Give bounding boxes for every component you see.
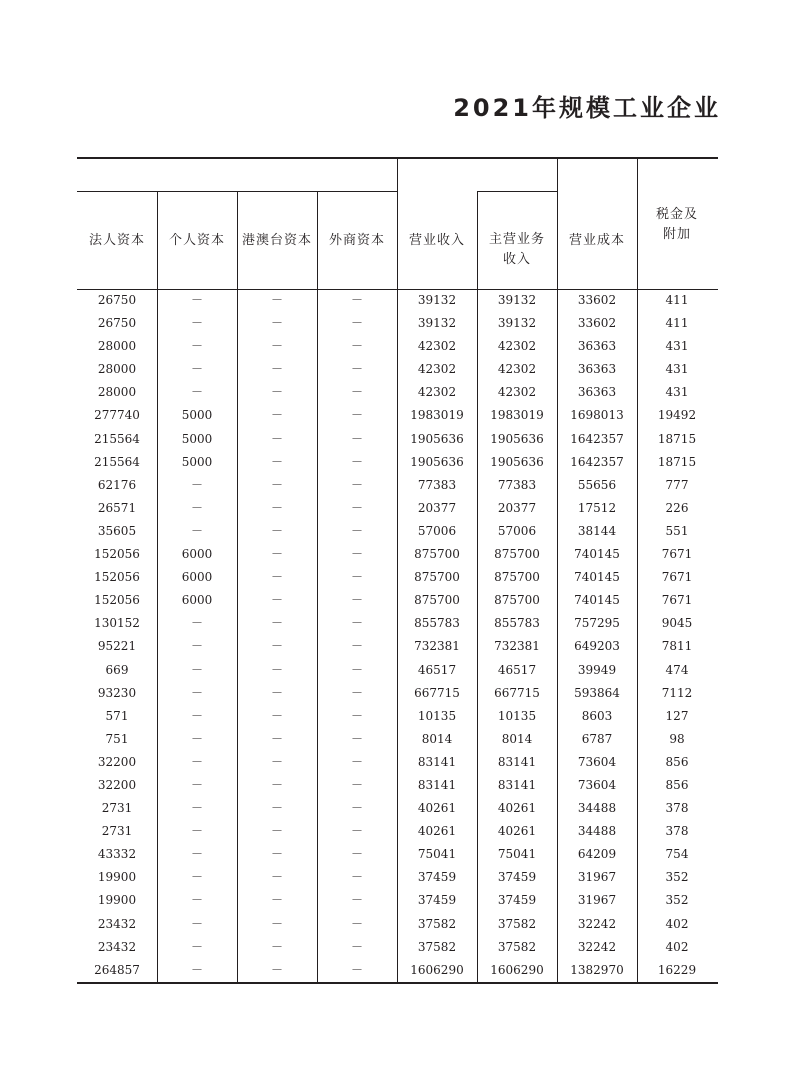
cell-foreign-capital: － [350,708,363,723]
table-row [77,913,718,936]
cell-main-business-revenue: 875700 [494,570,540,585]
cell-main-business-revenue: 667715 [494,685,540,700]
cell-legal-capital: 28000 [97,339,137,354]
cell-operating-cost: 649203 [574,639,620,654]
cell-individual-capital: － [190,754,203,769]
cell-individual-capital: 6000 [181,570,213,585]
cell-legal-capital: 19900 [97,870,137,885]
cell-individual-capital: 5000 [181,454,213,469]
cell-main-business-revenue: 1905636 [490,431,544,446]
table-bottom-rule [77,982,718,984]
cell-individual-capital: － [190,477,203,492]
cell-operating-cost: 73604 [577,754,617,769]
cell-main-business-revenue: 40261 [497,801,537,816]
cell-foreign-capital: － [350,431,363,446]
cell-hk-macao-taiwan-capital: － [270,339,283,354]
cell-main-business-revenue: 57006 [497,523,537,538]
cell-operating-revenue: 83141 [417,777,457,792]
cell-taxes-and-surcharges: 431 [665,362,689,377]
cell-taxes-and-surcharges: 352 [665,870,689,885]
cell-legal-capital: 28000 [97,362,137,377]
cell-operating-cost: 6787 [581,731,613,746]
cell-operating-revenue: 37459 [417,870,457,885]
cell-foreign-capital: － [350,801,363,816]
header-subgroup-divider [477,191,557,192]
cell-hk-macao-taiwan-capital: － [270,685,283,700]
cell-legal-capital: 26750 [97,316,137,331]
cell-taxes-and-surcharges: 7112 [661,685,693,700]
cell-operating-revenue: 1606290 [410,962,464,977]
cell-operating-revenue: 667715 [414,685,460,700]
cell-main-business-revenue: 875700 [494,547,540,562]
cell-hk-macao-taiwan-capital: － [270,708,283,723]
table-row [77,543,718,566]
cell-legal-capital: 751 [105,731,129,746]
cell-operating-cost: 17512 [577,500,617,515]
cell-foreign-capital: － [350,916,363,931]
cell-main-business-revenue: 855783 [494,616,540,631]
cell-operating-cost: 36363 [577,385,617,400]
cell-taxes-and-surcharges: 856 [665,754,689,769]
cell-taxes-and-surcharges: 402 [665,939,689,954]
cell-hk-macao-taiwan-capital: － [270,316,283,331]
cell-foreign-capital: － [350,547,363,562]
cell-main-business-revenue: 40261 [497,824,537,839]
cell-hk-macao-taiwan-capital: － [270,893,283,908]
cell-main-business-revenue: 732381 [494,639,540,654]
cell-main-business-revenue: 42302 [497,362,537,377]
cell-operating-cost: 34488 [577,801,617,816]
cell-operating-revenue: 40261 [417,824,457,839]
cell-individual-capital: － [190,893,203,908]
cell-main-business-revenue: 20377 [497,500,537,515]
cell-taxes-and-surcharges: 98 [669,731,685,746]
cell-individual-capital: － [190,385,203,400]
cell-hk-macao-taiwan-capital: － [270,547,283,562]
table-row [77,404,718,427]
cell-operating-revenue: 20377 [417,500,457,515]
cell-taxes-and-surcharges: 16229 [657,962,697,977]
cell-legal-capital: 130152 [94,616,140,631]
cell-individual-capital: － [190,801,203,816]
cell-operating-revenue: 10135 [417,708,457,723]
cell-operating-cost: 1382970 [570,962,624,977]
cell-foreign-capital: － [350,408,363,423]
cell-operating-cost: 740145 [574,593,620,608]
cell-operating-cost: 55656 [577,477,617,492]
cell-foreign-capital: － [350,731,363,746]
cell-legal-capital: 264857 [94,962,140,977]
cell-operating-revenue: 75041 [417,847,457,862]
cell-individual-capital: 5000 [181,408,213,423]
cell-operating-revenue: 875700 [414,593,460,608]
cell-operating-revenue: 57006 [417,523,457,538]
cell-individual-capital: － [190,293,203,307]
cell-main-business-revenue: 77383 [497,477,537,492]
table-row [77,751,718,774]
cell-hk-macao-taiwan-capital: － [270,593,283,608]
cell-operating-revenue: 8014 [421,731,453,746]
cell-foreign-capital: － [350,939,363,954]
cell-operating-cost: 740145 [574,547,620,562]
cell-hk-macao-taiwan-capital: － [270,731,283,746]
header-operating-cost: 营业成本 [568,233,625,248]
cell-legal-capital: 32200 [97,754,137,769]
cell-operating-cost: 36363 [577,339,617,354]
cell-individual-capital: － [190,639,203,654]
cell-taxes-and-surcharges: 402 [665,916,689,931]
table-row [77,659,718,682]
cell-operating-cost: 32242 [577,916,617,931]
cell-main-business-revenue: 1606290 [490,962,544,977]
header-main-business-revenue-line1: 主营业务 [488,232,545,247]
cell-legal-capital: 571 [105,708,129,723]
header-legal-capital: 法人资本 [88,233,145,248]
table-row [77,520,718,543]
cell-foreign-capital: － [350,893,363,908]
cell-main-business-revenue: 8014 [501,731,533,746]
table-row [77,566,718,589]
header-taxes-line2: 附加 [662,227,691,242]
cell-operating-revenue: 1983019 [410,408,464,423]
cell-main-business-revenue: 75041 [497,847,537,862]
cell-operating-cost: 34488 [577,824,617,839]
cell-individual-capital: － [190,339,203,354]
cell-taxes-and-surcharges: 431 [665,339,689,354]
cell-individual-capital: － [190,824,203,839]
cell-legal-capital: 32200 [97,777,137,792]
cell-operating-cost: 740145 [574,570,620,585]
table-row [77,428,718,451]
cell-operating-revenue: 39132 [417,316,457,331]
table-row [77,451,718,474]
cell-operating-revenue: 42302 [417,385,457,400]
cell-main-business-revenue: 875700 [494,593,540,608]
cell-individual-capital: － [190,939,203,954]
cell-hk-macao-taiwan-capital: － [270,916,283,931]
cell-main-business-revenue: 1983019 [490,408,544,423]
cell-legal-capital: 26750 [97,293,137,307]
cell-foreign-capital: － [350,639,363,654]
cell-main-business-revenue: 37459 [497,870,537,885]
cell-operating-revenue: 46517 [417,662,457,677]
cell-individual-capital: － [190,916,203,931]
cell-legal-capital: 95221 [97,639,137,654]
table-row [77,381,718,404]
cell-main-business-revenue: 10135 [497,708,537,723]
cell-operating-revenue: 40261 [417,801,457,816]
cell-individual-capital: － [190,685,203,700]
cell-foreign-capital: － [350,777,363,792]
cell-operating-revenue: 1905636 [410,454,464,469]
table-row [77,474,718,497]
header-operating-revenue: 营业收入 [408,233,465,248]
table-row [77,635,718,658]
cell-legal-capital: 93230 [97,685,137,700]
cell-foreign-capital: － [350,316,363,331]
cell-taxes-and-surcharges: 856 [665,777,689,792]
cell-hk-macao-taiwan-capital: － [270,477,283,492]
cell-foreign-capital: － [350,362,363,377]
cell-foreign-capital: － [350,754,363,769]
cell-main-business-revenue: 37582 [497,916,537,931]
cell-legal-capital: 23432 [97,916,137,931]
cell-foreign-capital: － [350,616,363,631]
header-individual-capital: 个人资本 [168,233,225,248]
cell-foreign-capital: － [350,870,363,885]
cell-operating-revenue: 37582 [417,916,457,931]
cell-main-business-revenue: 39132 [497,293,537,307]
cell-operating-cost: 36363 [577,362,617,377]
cell-legal-capital: 152056 [94,593,140,608]
cell-operating-cost: 8603 [581,708,613,723]
cell-hk-macao-taiwan-capital: － [270,454,283,469]
header-main-business-revenue [477,230,557,270]
cell-operating-revenue: 37582 [417,939,457,954]
cell-individual-capital: 5000 [181,431,213,446]
cell-taxes-and-surcharges: 431 [665,385,689,400]
cell-hk-macao-taiwan-capital: － [270,293,283,307]
cell-taxes-and-surcharges: 9045 [661,616,693,631]
cell-operating-revenue: 732381 [414,639,460,654]
cell-individual-capital: － [190,616,203,631]
column-divider [557,159,558,289]
cell-taxes-and-surcharges: 352 [665,893,689,908]
table-row [77,936,718,959]
cell-taxes-and-surcharges: 226 [665,500,689,515]
table-row [77,358,718,381]
cell-legal-capital: 62176 [97,477,137,492]
cell-operating-cost: 757295 [574,616,620,631]
table-row [77,682,718,705]
cell-taxes-and-surcharges: 551 [665,523,689,538]
cell-individual-capital: － [190,708,203,723]
cell-foreign-capital: － [350,339,363,354]
cell-operating-cost: 32242 [577,939,617,954]
cell-main-business-revenue: 46517 [497,662,537,677]
cell-legal-capital: 152056 [94,570,140,585]
table-row [77,612,718,635]
cell-individual-capital: － [190,500,203,515]
cell-operating-cost: 38144 [577,523,617,538]
cell-operating-revenue: 875700 [414,547,460,562]
cell-operating-cost: 593864 [574,685,620,700]
cell-hk-macao-taiwan-capital: － [270,777,283,792]
cell-individual-capital: － [190,962,203,977]
cell-taxes-and-surcharges: 18715 [657,431,697,446]
cell-legal-capital: 2731 [101,824,133,839]
cell-foreign-capital: － [350,847,363,862]
table-row [77,889,718,912]
cell-taxes-and-surcharges: 411 [665,316,689,331]
cell-taxes-and-surcharges: 7671 [661,570,693,585]
cell-taxes-and-surcharges: 7811 [661,639,693,654]
cell-legal-capital: 277740 [94,408,140,423]
cell-foreign-capital: － [350,523,363,538]
cell-hk-macao-taiwan-capital: － [270,408,283,423]
cell-operating-cost: 1642357 [570,454,624,469]
cell-foreign-capital: － [350,570,363,585]
table-row [77,797,718,820]
cell-foreign-capital: － [350,477,363,492]
cell-foreign-capital: － [350,824,363,839]
table-row [77,289,718,312]
cell-taxes-and-surcharges: 754 [665,847,689,862]
cell-hk-macao-taiwan-capital: － [270,939,283,954]
cell-operating-revenue: 37459 [417,893,457,908]
table-body [77,289,718,982]
cell-operating-cost: 39949 [577,662,617,677]
table-row [77,774,718,797]
cell-individual-capital: － [190,870,203,885]
cell-individual-capital: 6000 [181,593,213,608]
cell-individual-capital: － [190,847,203,862]
cell-hk-macao-taiwan-capital: － [270,570,283,585]
cell-hk-macao-taiwan-capital: － [270,662,283,677]
cell-individual-capital: － [190,777,203,792]
cell-operating-revenue: 42302 [417,362,457,377]
cell-legal-capital: 28000 [97,385,137,400]
cell-taxes-and-surcharges: 777 [665,477,689,492]
cell-hk-macao-taiwan-capital: － [270,847,283,862]
cell-hk-macao-taiwan-capital: － [270,500,283,515]
table-row [77,866,718,889]
cell-taxes-and-surcharges: 127 [665,708,689,723]
cell-hk-macao-taiwan-capital: － [270,385,283,400]
cell-legal-capital: 35605 [97,523,137,538]
header-taxes-line1: 税金及 [655,207,698,222]
cell-taxes-and-surcharges: 19492 [657,408,697,423]
table-row [77,335,718,358]
cell-operating-revenue: 77383 [417,477,457,492]
table-row [77,820,718,843]
cell-main-business-revenue: 42302 [497,385,537,400]
cell-operating-cost: 33602 [577,316,617,331]
cell-hk-macao-taiwan-capital: － [270,431,283,446]
cell-taxes-and-surcharges: 18715 [657,454,697,469]
cell-foreign-capital: － [350,662,363,677]
table-row [77,589,718,612]
cell-hk-macao-taiwan-capital: － [270,824,283,839]
cell-hk-macao-taiwan-capital: － [270,754,283,769]
page-title: 2021年规模工业企业 [453,94,721,122]
cell-legal-capital: 26571 [97,500,137,515]
cell-legal-capital: 152056 [94,547,140,562]
cell-taxes-and-surcharges: 474 [665,662,689,677]
cell-operating-revenue: 39132 [417,293,457,307]
cell-main-business-revenue: 83141 [497,754,537,769]
cell-foreign-capital: － [350,500,363,515]
cell-hk-macao-taiwan-capital: － [270,870,283,885]
cell-taxes-and-surcharges: 411 [665,293,689,307]
cell-main-business-revenue: 37459 [497,893,537,908]
cell-taxes-and-surcharges: 7671 [661,593,693,608]
cell-taxes-and-surcharges: 378 [665,801,689,816]
cell-foreign-capital: － [350,385,363,400]
cell-taxes-and-surcharges: 378 [665,824,689,839]
cell-foreign-capital: － [350,293,363,307]
header-foreign-capital: 外商资本 [328,233,385,248]
table-row [77,843,718,866]
cell-operating-cost: 64209 [577,847,617,862]
cell-main-business-revenue: 37582 [497,939,537,954]
cell-individual-capital: 6000 [181,547,213,562]
cell-main-business-revenue: 39132 [497,316,537,331]
cell-foreign-capital: － [350,962,363,977]
cell-operating-cost: 1642357 [570,431,624,446]
header-hk-macao-taiwan-capital: 港澳台资本 [241,233,312,248]
table-row [77,705,718,728]
header-taxes-and-surcharges [637,205,717,245]
cell-main-business-revenue: 1905636 [490,454,544,469]
cell-hk-macao-taiwan-capital: － [270,362,283,377]
cell-legal-capital: 215564 [94,454,140,469]
cell-legal-capital: 669 [105,662,129,677]
cell-operating-revenue: 875700 [414,570,460,585]
table-row [77,728,718,751]
cell-operating-cost: 31967 [577,870,617,885]
cell-individual-capital: － [190,662,203,677]
table-row [77,497,718,520]
cell-hk-macao-taiwan-capital: － [270,639,283,654]
cell-operating-revenue: 1905636 [410,431,464,446]
cell-individual-capital: － [190,523,203,538]
cell-main-business-revenue: 83141 [497,777,537,792]
cell-legal-capital: 23432 [97,939,137,954]
cell-hk-macao-taiwan-capital: － [270,523,283,538]
table-row [77,959,718,982]
cell-legal-capital: 215564 [94,431,140,446]
cell-individual-capital: － [190,731,203,746]
cell-operating-revenue: 42302 [417,339,457,354]
cell-main-business-revenue: 42302 [497,339,537,354]
cell-legal-capital: 2731 [101,801,133,816]
cell-legal-capital: 43332 [97,847,137,862]
cell-foreign-capital: － [350,593,363,608]
cell-individual-capital: － [190,362,203,377]
cell-foreign-capital: － [350,454,363,469]
cell-operating-cost: 73604 [577,777,617,792]
cell-operating-cost: 33602 [577,293,617,307]
cell-hk-macao-taiwan-capital: － [270,801,283,816]
cell-hk-macao-taiwan-capital: － [270,616,283,631]
cell-operating-revenue: 855783 [414,616,460,631]
cell-hk-macao-taiwan-capital: － [270,962,283,977]
cell-taxes-and-surcharges: 7671 [661,547,693,562]
table-row [77,312,718,335]
cell-operating-revenue: 83141 [417,754,457,769]
cell-operating-cost: 31967 [577,893,617,908]
cell-individual-capital: － [190,316,203,331]
header-main-business-revenue-line2: 收入 [502,252,531,267]
cell-operating-cost: 1698013 [570,408,624,423]
cell-foreign-capital: － [350,685,363,700]
cell-legal-capital: 19900 [97,893,137,908]
